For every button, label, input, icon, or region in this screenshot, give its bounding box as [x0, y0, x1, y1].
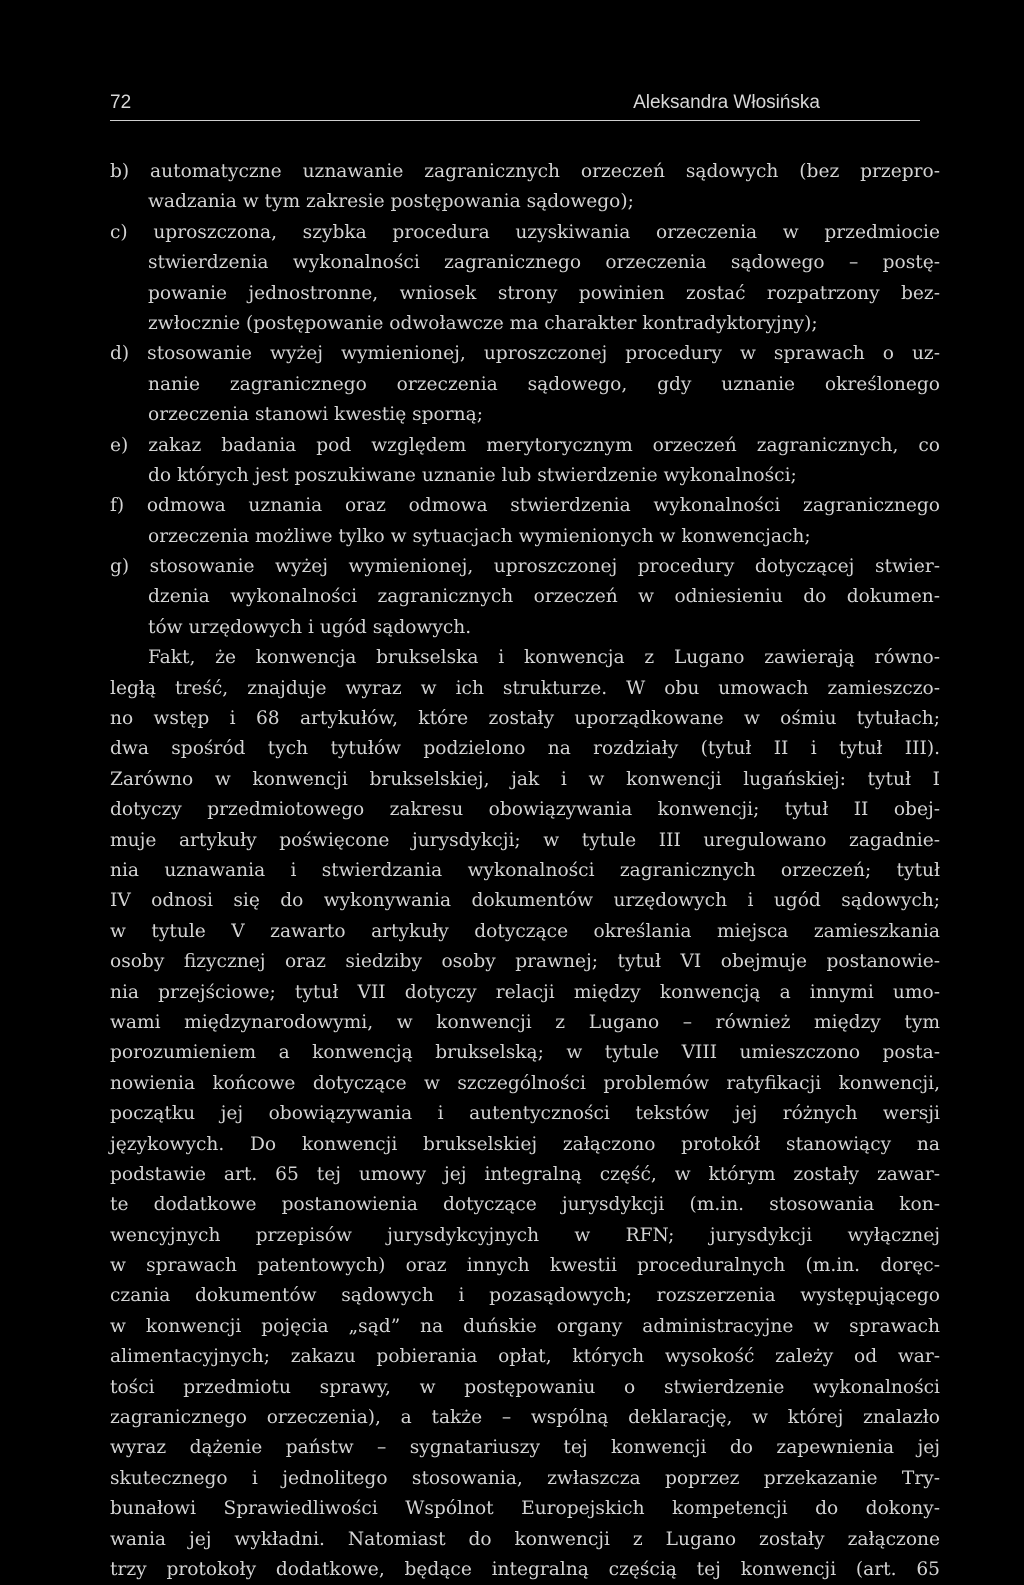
text-line: Zarówno w konwencji brukselskiej, jak i w konwencji lugańskiej: tytuł I [110, 768, 940, 790]
text-line: ległą treść, znajduje wyraz w ich strukturze. W obu umowach zamieszczo- [110, 677, 940, 699]
text-line: nia przejściowe; tytuł VII dotyczy relacji między konwencją a innymi umo- [110, 981, 940, 1003]
text-line: nia uznawania i stwierdzania wykonalności zagranicznych orzeczeń; tytuł [110, 859, 940, 881]
text-line: te dodatkowe postanowienia dotyczące jurysdykcji (m.in. stosowania kon- [110, 1194, 940, 1216]
text-line: orzeczenia możliwe tylko w sytuacjach wymienionych w konwencjach; [148, 525, 811, 547]
text-line: muje artykuły poświęcone jurysdykcji; w tytule III uregulowano zagadnie- [110, 829, 940, 851]
text-line: nowienia końcowe dotyczące w szczególności problemów ratyfikacji konwencji, [110, 1072, 940, 1094]
text-line: wami międzynarodowymi, w konwencji z Lugano – również między tym [110, 1011, 940, 1033]
text-line: IV odnosi się do wykonywania dokumentów urzędowych i ugód sądowych; [110, 890, 940, 912]
text-line: c) uproszczona, szybka procedura uzyskiwania orzeczenia w przedmiocie [110, 221, 940, 243]
text-line: zwłocznie (postępowanie odwoławcze ma charakter kontradyktoryjny); [148, 312, 818, 334]
text-line: skutecznego i jednolitego stosowania, zwłaszcza poprzez przekazanie Try- [110, 1467, 940, 1489]
text-line: w konwencji pojęcia „sąd” na duńskie organy administracyjne w sprawach [110, 1315, 940, 1337]
text-line: osoby fizycznej oraz siedziby osoby prawnej; tytuł VI obejmuje postanowie- [110, 951, 940, 973]
text-line: dotyczy przedmiotowego zakresu obowiązywania konwencji; tytuł II obej- [110, 799, 940, 821]
body-text [110, 157, 940, 1585]
text-line: wadzania w tym zakresie postępowania sądowego); [148, 191, 634, 213]
text-line: w sprawach patentowych) oraz innych kwestii proceduralnych (m.in. doręc- [110, 1255, 940, 1277]
author-name: Aleksandra Włosińska [633, 92, 820, 113]
text-line: f) odmowa uznania oraz odmowa stwierdzenia wykonalności zagranicznego [110, 495, 940, 517]
text-line: g) stosowanie wyżej wymienionej, uproszczonej procedury dotyczącej stwier- [110, 556, 940, 578]
text-line: językowych. Do konwencji brukselskiej załączono protokół stanowiący na [110, 1133, 940, 1155]
text-line: Fakt, że konwencja brukselska i konwencja z Lugano zawierają równo- [148, 647, 940, 669]
text-line: nanie zagranicznego orzeczenia sądowego, gdy uznanie określonego [148, 373, 940, 395]
text-line: do których jest poszukiwane uznanie lub stwierdzenie wykonalności; [148, 464, 797, 486]
text-line: no wstęp i 68 artykułów, które zostały uporządkowane w ośmiu tytułach; [110, 708, 940, 730]
text-line: w tytule V zawarto artykuły dotyczące określania miejsca zamieszkania [110, 920, 940, 942]
text-line: porozumieniem a konwencją brukselską; w tytule VIII umieszczono posta- [110, 1042, 940, 1064]
text-line: orzeczenia stanowi kwestię sporną; [148, 404, 483, 426]
text-line: e) zakaz badania pod względem merytorycznym orzeczeń zagranicznych, co [110, 434, 940, 456]
text-line: alimentacyjnych; zakazu pobierania opłat, których wysokość zależy od war- [110, 1346, 940, 1368]
text-line: zagranicznego orzeczenia), a także – wspólną deklarację, w której znalazło [110, 1407, 940, 1429]
text-line: dzenia wykonalności zagranicznych orzeczeń w odniesieniu do dokumen- [148, 586, 940, 608]
text-line: b) automatyczne uznawanie zagranicznych orzeczeń sądowych (bez przepro- [110, 161, 940, 182]
text-line: czania dokumentów sądowych i pozasądowych; rozszerzenia występującego [110, 1285, 940, 1307]
running-header [110, 92, 920, 121]
text-line: wyraz dążenie państw – sygnatariuszy tej konwencji do zapewnienia jej [110, 1437, 940, 1459]
text-line: powanie jednostronne, wniosek strony powinien zostać rozpatrzony bez- [148, 282, 940, 304]
text-line: tów urzędowych i ugód sądowych. [148, 616, 472, 638]
text-line: wencyjnych przepisów jurysdykcyjnych w RFN; jurysdykcji wyłącznej [110, 1224, 940, 1246]
text-line: początku jej obowiązywania i autentyczności tekstów jej różnych wersji [110, 1103, 940, 1125]
page-number: 72 [110, 92, 132, 113]
text-line: dwa spośród tych tytułów podzielono na rozdziały (tytuł II i tytuł III). [110, 738, 940, 760]
text-line: trzy protokoły dodatkowe, będące integralną częścią tej konwencji (art. 65 [110, 1558, 940, 1580]
text-line: wania jej wykładni. Natomiast do konwencji z Lugano zostały załączone [110, 1528, 940, 1550]
text-line: d) stosowanie wyżej wymienionej, uproszczonej procedury w sprawach o uz- [110, 343, 940, 365]
text-line: tości przedmiotu sprawy, w postępowaniu o stwierdzenie wykonalności [110, 1376, 940, 1398]
text-line: podstawie art. 65 tej umowy jej integralną część, w którym zostały zawar- [110, 1163, 940, 1185]
text-line: stwierdzenia wykonalności zagranicznego orzeczenia sądowego – postę- [148, 252, 940, 274]
text-line: bunałowi Sprawiedliwości Wspólnot Europejskich kompetencji do dokony- [110, 1498, 940, 1520]
